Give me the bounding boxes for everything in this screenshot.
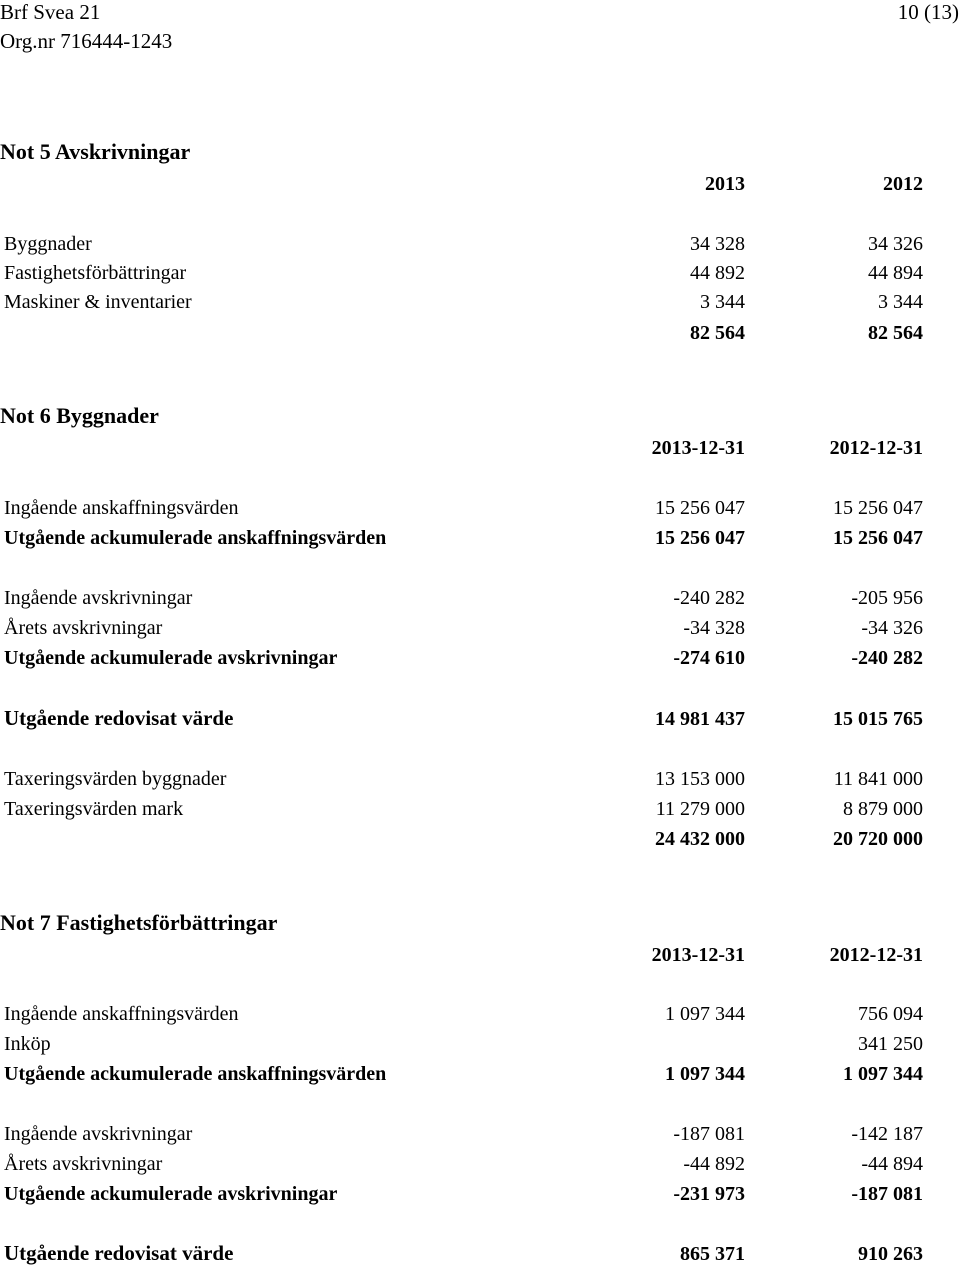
- note7-row-v2: -44 894: [861, 1153, 923, 1175]
- note5-row-label: Maskiner & inventarier: [4, 291, 192, 313]
- note6-row-v2: 11 841 000: [833, 768, 923, 790]
- note6-total-v1: 24 432 000: [655, 828, 745, 850]
- note7-row-label: Utgående redovisat värde: [4, 1241, 234, 1265]
- note5-row-v1: 44 892: [690, 262, 745, 284]
- note6-row-v1: 15 256 047: [655, 527, 745, 549]
- note6-row-v2: -205 956: [851, 587, 923, 609]
- note5-col1-header: 2013: [705, 173, 745, 195]
- note6-row-v1: 15 256 047: [655, 497, 745, 519]
- note7-row-v2: -187 081: [851, 1183, 923, 1205]
- note5-total-v2: 82 564: [868, 322, 923, 344]
- note7-row-v2: 910 263: [858, 1243, 923, 1265]
- note7-row-label: Årets avskrivningar: [4, 1153, 163, 1175]
- note6-col2-header: 2012-12-31: [829, 437, 923, 459]
- note6-row-v1: 13 153 000: [655, 768, 745, 790]
- note7-col1-header: 2013-12-31: [651, 944, 745, 966]
- note6-row-v2: 15 015 765: [833, 708, 923, 730]
- note7-row-v2: 756 094: [858, 1003, 923, 1025]
- note7-row-label: Utgående ackumulerade anskaffningsvärden: [4, 1063, 387, 1085]
- note5-row-label: Byggnader: [4, 233, 92, 255]
- note6-row-label: Utgående ackumulerade anskaffningsvärden: [4, 527, 387, 549]
- org-number: Org.nr 716444-1243: [0, 29, 173, 53]
- note6-row-v1: -240 282: [673, 587, 745, 609]
- note5-row-v2: 34 326: [868, 233, 923, 255]
- note5-total-v1: 82 564: [690, 322, 745, 344]
- note6-row-v1: -34 328: [683, 617, 745, 639]
- note6-row-label: Taxeringsvärden byggnader: [4, 768, 227, 790]
- note5-row-v1: 34 328: [690, 233, 745, 255]
- note5-row-v2: 3 344: [878, 291, 923, 313]
- note7-col2-header: 2012-12-31: [829, 944, 923, 966]
- note6-row-v1: 14 981 437: [655, 708, 745, 730]
- note6-row-label: Ingående anskaffningsvärden: [4, 497, 239, 519]
- note7-row-v2: 341 250: [858, 1033, 923, 1055]
- org-name: Brf Svea 21: [0, 0, 101, 24]
- note7-row-label: Ingående anskaffningsvärden: [4, 1003, 239, 1025]
- note7-row-v2: 1 097 344: [843, 1063, 923, 1085]
- note6-row-label: Utgående ackumulerade avskrivningar: [4, 647, 338, 669]
- note6-row-v2: 8 879 000: [843, 798, 923, 820]
- note6-row-label: Årets avskrivningar: [4, 617, 163, 639]
- note7-row-label: Ingående avskrivningar: [4, 1123, 193, 1145]
- note7-row-label: Inköp: [4, 1033, 51, 1055]
- note7-row-v2: -142 187: [851, 1123, 923, 1145]
- note7-row-v1: 1 097 344: [665, 1003, 745, 1025]
- note6-row-label: Utgående redovisat värde: [4, 706, 234, 730]
- note5-row-label: Fastighetsförbättringar: [4, 262, 187, 284]
- note6-row-v2: 15 256 047: [833, 527, 923, 549]
- note7-row-v1: -187 081: [673, 1123, 745, 1145]
- note7-row-v1: 1 097 344: [665, 1063, 745, 1085]
- note6-row-v2: -240 282: [851, 647, 923, 669]
- note6-title: Not 6 Byggnader: [0, 403, 159, 428]
- note7-title: Not 7 Fastighetsförbättringar: [0, 910, 278, 935]
- note6-row-v2: -34 326: [861, 617, 923, 639]
- note5-row-v2: 44 894: [868, 262, 923, 284]
- note7-row-v1: -231 973: [673, 1183, 745, 1205]
- note6-col1-header: 2013-12-31: [651, 437, 745, 459]
- note7-row-label: Utgående ackumulerade avskrivningar: [4, 1183, 338, 1205]
- note6-row-v1: 11 279 000: [655, 798, 745, 820]
- note5-title: Not 5 Avskrivningar: [0, 139, 191, 164]
- note5-row-v1: 3 344: [700, 291, 745, 313]
- note5-col2-header: 2012: [883, 173, 923, 195]
- note6-row-v2: 15 256 047: [833, 497, 923, 519]
- note6-row-v1: -274 610: [673, 647, 745, 669]
- page-number: 10 (13): [897, 0, 959, 24]
- note6-row-label: Ingående avskrivningar: [4, 587, 193, 609]
- note6-row-label: Taxeringsvärden mark: [4, 798, 184, 820]
- note7-row-v1: 865 371: [680, 1243, 745, 1265]
- note6-total-v2: 20 720 000: [833, 828, 923, 850]
- note7-row-v1: -44 892: [683, 1153, 745, 1175]
